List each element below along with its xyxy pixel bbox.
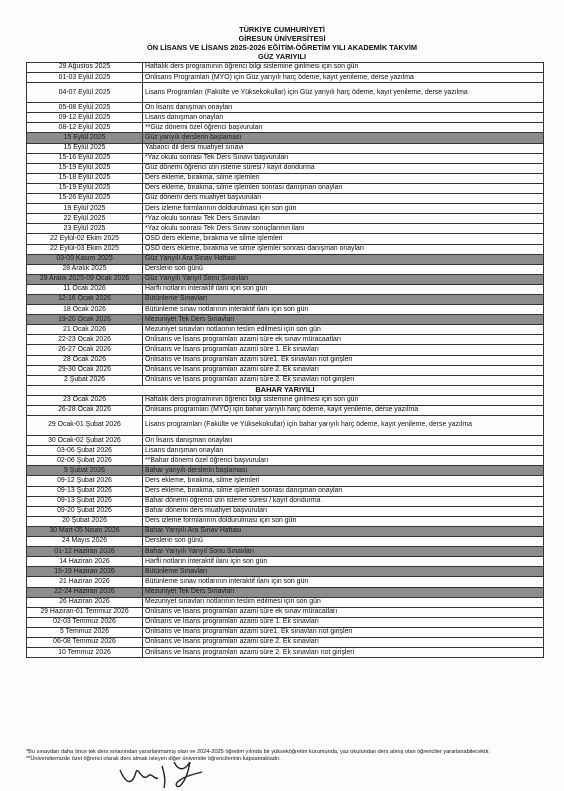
date-cell: 30 Mart-05 Nisan 2026 [27, 526, 143, 536]
event-cell: Bahar dönemi ders muafiyet başvuruları [143, 506, 544, 516]
date-cell: 22-23 Ocak 2026 [27, 335, 143, 345]
date-cell: 21 Haziran 2026 [27, 577, 143, 587]
event-cell: Güz Yarıyılı Ara Sınav Haftası [143, 254, 544, 264]
calendar-table [26, 62, 544, 658]
event-cell: Bütünleme sınav notlarının interaktif ilanı için son gün [143, 577, 544, 587]
event-cell: Harfli notların interaktif ilanı için son gün [143, 284, 544, 294]
event-cell: Önlisans Programları (MYO) için Güz yarıyılı harç ödeme, kayıt yenileme, derse yazılma [143, 73, 544, 83]
date-cell: 21 Ocak 2026 [27, 325, 143, 335]
date-cell: 03-06 Şubat 2026 [27, 446, 143, 456]
footnote-2: **Üniversitemizde özel öğrenci olarak ders almak isteyen diğer üniversite öğrencilerinin kapsamaktadır. [26, 756, 281, 762]
date-cell: 24 Mayıs 2026 [27, 537, 143, 547]
table-row [27, 406, 544, 416]
event-cell: Bahar Yarıyılı Ara Sınav Haftası [143, 526, 544, 536]
event-cell: Önlisans ve lisans programları azami süre ek sınav müracaatları [143, 335, 544, 345]
table-row [27, 103, 544, 113]
event-cell: Mezuniyet sınavları notlarının teslim edilmesi için son gün [143, 325, 544, 335]
event-cell: Lisans programları (Fakülte ve Yüksekokullar) için bahar yarıyılı harç ödeme, kayıt yenileme, derse yazılma [143, 416, 544, 436]
date-cell: 15-19 Haziran 2026 [27, 567, 143, 577]
table-row [27, 143, 544, 153]
event-cell: Haftalık ders programının öğrenci bilgi sistemine girilmesi için son gün [143, 395, 544, 405]
date-cell: 28 Aralık 2025 [27, 264, 143, 274]
date-cell: 09-13 Şubat 2026 [27, 486, 143, 496]
event-cell: Bahar Yarıyılı Yarıyıl Sonu Sınavları [143, 547, 544, 557]
date-cell: 2 Şubat 2026 [27, 375, 143, 385]
date-cell: 30 Ocak-02 Şubat 2026 [27, 436, 143, 446]
signature-2 [168, 756, 208, 790]
event-cell: *Yaz okulu sonrası Tek Ders Sınavı başvuruları [143, 153, 544, 163]
event-cell: *Yaz okulu sonrası Tek Ders Sınav sonuçlarının ilanı [143, 224, 544, 234]
event-cell: Derslerin son günü [143, 537, 544, 547]
event-cell: Bahar dönemi öğrenci izin isteme süresi / kayıt dondurma [143, 496, 544, 506]
event-cell: Bütünleme Sınavları [143, 294, 544, 304]
date-cell: 29-30 Ocak 2026 [27, 365, 143, 375]
table-row [27, 648, 544, 658]
date-cell: 22-24 Haziran 2026 [27, 587, 143, 597]
highlight-row [27, 274, 544, 284]
header-semester: GÜZ YARIYILI [257, 52, 307, 61]
date-cell: 22 Eylül-02 Ekim 2025 [27, 234, 143, 244]
date-cell: 9 Şubat 2026 [27, 466, 143, 476]
section-title: BAHAR YARIYILI [27, 385, 544, 395]
date-cell: 06-08 Temmuz 2026 [27, 637, 143, 647]
table-row [27, 214, 544, 224]
table-row [27, 506, 544, 516]
highlight-row [27, 315, 544, 325]
event-cell: Güz dönemi öğrenci izin isteme süresi / kayıt dondurma [143, 163, 544, 173]
table-row [27, 325, 544, 335]
date-cell: 09-12 Eylül 2025 [27, 113, 143, 123]
highlight-row [27, 466, 544, 476]
date-cell: 12-16 Ocak 2026 [27, 294, 143, 304]
table-row [27, 496, 544, 506]
event-cell: **Güz dönemi özel öğrenci başvuruları [143, 123, 544, 133]
date-cell: 22 Eylül-03 Ekim 2025 [27, 244, 143, 254]
table-row [27, 607, 544, 617]
event-cell: Önlisans ve lisans programları azami süre 2. Ek sınavları [143, 365, 544, 375]
event-cell: Lisans Programları (Fakülte ve Yüksekokullar) için Güz yarıyılı harç ödeme, kayıt yenileme, derse yazılma [143, 83, 544, 103]
table-row [27, 335, 544, 345]
table-row [27, 73, 544, 83]
date-cell: 15 Eylül 2025 [27, 143, 143, 153]
event-cell: Yabancı dil dersi muafiyet sınavı [143, 143, 544, 153]
table-row [27, 597, 544, 607]
event-cell: Önlisans ve lisans programları azami süre 2. Ek sınavları not girişleri [143, 648, 544, 658]
event-cell: Lisans danışman onayları [143, 446, 544, 456]
date-cell: 01-12 Haziran 2026 [27, 547, 143, 557]
date-cell: 14 Haziran 2026 [27, 557, 143, 567]
date-cell: 5 Temmuz 2026 [27, 627, 143, 637]
table-row [27, 446, 544, 456]
header-title: ÖN LİSANS VE LİSANS 2025-2026 EĞİTİM-ÖĞRETİM YILI AKADEMİK TAKVİM [146, 43, 418, 52]
date-cell: 29 Ocak-01 Şubat 2026 [27, 416, 143, 436]
footnote-1: *Bu sınavdan daha önce tek ders sınavından yararlanmamış olan ve 2024-2025 öğretim yılında bir yükseköğretim kurumunda, yaz okulundan ders almış olan öğrenciler yararlanabilecektir. [26, 749, 490, 755]
event-cell: Bütünleme Sınavları [143, 567, 544, 577]
event-cell: Bahar yarıyılı derslerin başlaması [143, 466, 544, 476]
event-cell: Güz yarıyılı derslerin başlaması [143, 133, 544, 143]
event-cell: Önlisans ve lisans programları azami süre 2. Ek sınavları [143, 637, 544, 647]
table-row [27, 557, 544, 567]
date-cell: 02-06 Şubat 2026 [27, 456, 143, 466]
date-cell: 09-12 Şubat 2026 [27, 476, 143, 486]
event-cell: Güz Yarıyılı Yarıyıl Sonu Sınavları [143, 274, 544, 284]
event-cell: Önlisans programları (MYO) için bahar yarıyılı harç ödeme, kayıt yenileme, derse yazılma [143, 406, 544, 416]
table-row [27, 577, 544, 587]
event-cell: *Yaz okulu sonrası Tek Ders Sınavları [143, 214, 544, 224]
event-cell: Önlisans ve lisans programları azami süre 1. Ek sınavları [143, 617, 544, 627]
event-cell: Mezuniyet Tek Ders Sınavları [143, 315, 544, 325]
date-cell: 15-16 Eylül 2025 [27, 153, 143, 163]
highlight-row [27, 133, 544, 143]
event-cell: Önlisans ve lisans programları azami süre 2. Ek sınavları not girişleri [143, 375, 544, 385]
table-row [27, 173, 544, 183]
table-row [27, 113, 544, 123]
date-cell: 04-07 Eylül 2025 [27, 83, 143, 103]
table-row [27, 194, 544, 204]
header-country: TÜRKİYE CUMHURİYETİ [239, 25, 325, 34]
table-row [27, 244, 544, 254]
table-row [27, 345, 544, 355]
highlight-row [27, 567, 544, 577]
event-cell: **Bahar dönemi özel öğrenci başvuruları [143, 456, 544, 466]
table-row [27, 305, 544, 315]
event-cell: Harfli notların interaktif ilanı için son gün [143, 557, 544, 567]
event-cell: Lisans danışman onayları [143, 113, 544, 123]
highlight-row [27, 254, 544, 264]
table-row [27, 486, 544, 496]
section-header-row [27, 385, 544, 395]
table-row [27, 123, 544, 133]
date-cell: 15-18 Eylül 2025 [27, 173, 143, 183]
table-row [27, 637, 544, 647]
date-cell: 26-28 Ocak 2026 [27, 406, 143, 416]
event-cell: Ders ekleme, bırakma, silme işlemleri sonrası danışman onayları [143, 486, 544, 496]
event-cell: Mezuniyet sınavları notlarının teslim edilmesi için son gün [143, 597, 544, 607]
date-cell: 09-20 Şubat 2026 [27, 506, 143, 516]
event-cell: Mezuniyet Tek Ders Sınavları [143, 587, 544, 597]
date-cell: 02-03 Temmuz 2026 [27, 617, 143, 627]
date-cell: 09-13 Şubat 2026 [27, 496, 143, 506]
table-row [27, 516, 544, 526]
highlight-row [27, 294, 544, 304]
highlight-row [27, 587, 544, 597]
table-row [27, 63, 544, 73]
table-row [27, 83, 544, 103]
date-cell: 20 Şubat 2026 [27, 516, 143, 526]
event-cell: Haftalık ders programının öğrenci bilgi sistemine girilmesi için son gün [143, 63, 544, 73]
table-row [27, 163, 544, 173]
footnotes [26, 749, 544, 763]
event-cell: Ders ekleme, bırakma, silme işlemleri [143, 173, 544, 183]
table-row [27, 617, 544, 627]
table-row [27, 436, 544, 446]
highlight-row [27, 526, 544, 536]
date-cell: 19 Eylül 2025 [27, 204, 143, 214]
table-row [27, 204, 544, 214]
highlight-row [27, 547, 544, 557]
table-row [27, 537, 544, 547]
date-cell: 23 Ocak 2026 [27, 395, 143, 405]
date-cell: 15-19 Eylül 2025 [27, 183, 143, 193]
date-cell: 29 Ağustos 2025 [27, 63, 143, 73]
date-cell: 11 Ocak 2026 [27, 284, 143, 294]
date-cell: 01-03 Eylül 2025 [27, 73, 143, 83]
table-row [27, 264, 544, 274]
date-cell: 18 Ocak 2026 [27, 305, 143, 315]
event-cell: OSD ders ekleme, bırakma ve silme işlemleri [143, 234, 544, 244]
event-cell: OSD ders ekleme, bırakma ve silme işlemler sonrası danışman onayları [143, 244, 544, 254]
date-cell: 15-26 Eylül 2025 [27, 194, 143, 204]
date-cell: 22 Eylül 2025 [27, 214, 143, 224]
event-cell: Önlisans ve lisans programları azami süre1. Ek sınavları not girişleri [143, 627, 544, 637]
date-cell: 03-09 Kasım 2025 [27, 254, 143, 264]
date-cell: 29 Aralık 2025-09 Ocak 2026 [27, 274, 143, 284]
table-row [27, 365, 544, 375]
event-cell: Ders ekleme, bırakma, silme işlemleri sonrası danışman onayları [143, 183, 544, 193]
event-cell: Ders izleme formlarının doldurulması için son gün [143, 516, 544, 526]
header-university: GİRESUN ÜNİVERSİTESİ [238, 34, 326, 43]
event-cell: Önlisans ve lisans programları azami süre ek sınav müracatları [143, 607, 544, 617]
date-cell: 19-20 Ocak 2026 [27, 315, 143, 325]
date-cell: 26 Haziran 2026 [27, 597, 143, 607]
event-cell: Bütünleme sınav notlarının interaktif ilanı için son gün [143, 305, 544, 315]
event-cell: Ders izleme formlarının doldurulması için son gün [143, 204, 544, 214]
date-cell: 10 Temmuz 2026 [27, 648, 143, 658]
table-row [27, 395, 544, 405]
date-cell: 28 Ocak 2026 [27, 355, 143, 365]
event-cell: Ön lisans danışman onayları [143, 436, 544, 446]
table-row [27, 183, 544, 193]
table-row [27, 355, 544, 365]
table-row [27, 456, 544, 466]
date-cell: 23 Eylül 2025 [27, 224, 143, 234]
table-row [27, 375, 544, 385]
date-cell: 15-19 Eylül 2025 [27, 163, 143, 173]
event-cell: Güz dönemi ders muafiyet başvuruları [143, 194, 544, 204]
event-cell: Derslerin son günü [143, 264, 544, 274]
table-row [27, 416, 544, 436]
table-row [27, 476, 544, 486]
table-row [27, 224, 544, 234]
table-row [27, 234, 544, 244]
date-cell: 15 Eylül 2025 [27, 133, 143, 143]
date-cell: 08-12 Eylül 2025 [27, 123, 143, 133]
event-cell: Ön lisans danışman onayları [143, 103, 544, 113]
table-row [27, 627, 544, 637]
date-cell: 05-08 Eylül 2025 [27, 103, 143, 113]
date-cell: 26-27 Ocak 2026 [27, 345, 143, 355]
table-row [27, 153, 544, 163]
event-cell: Önlisans ve lisans programları azami süre1. Ek sınavları not girişleri [143, 355, 544, 365]
event-cell: Ders ekleme, bırakma, silme işlemleri [143, 476, 544, 486]
date-cell: 29 Haziran-01 Temmuz 2026 [27, 607, 143, 617]
event-cell: Önlisans ve lisans programları azami süre 1. Ek sınavları [143, 345, 544, 355]
table-row [27, 284, 544, 294]
